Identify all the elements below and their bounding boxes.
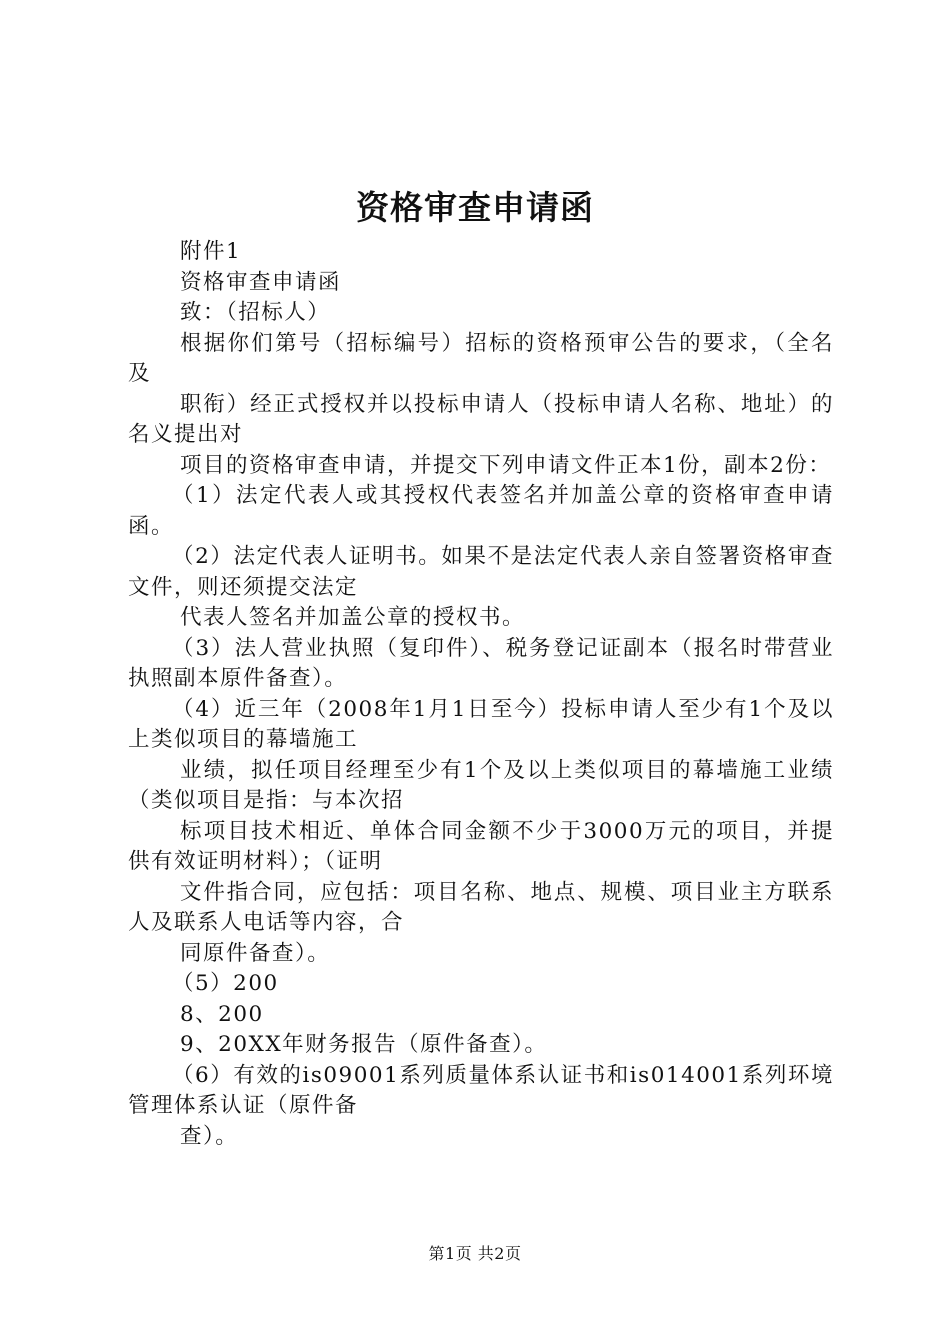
paragraph-item-1: （1）法定代表人或其授权代表签名并加盖公章的资格审查申请函。 xyxy=(128,483,834,539)
paragraph: 根据你们第号（招标编号）招标的资格预审公告的要求，（全名及 xyxy=(128,330,834,386)
paragraph-item-6: （6）有效的is09001系列质量体系认证书和is014001系列环境管理体系认证（原件备 xyxy=(128,1062,834,1118)
paragraph: 项目的资格审查申请，并提交下列申请文件正本1份，副本2份： xyxy=(180,452,832,478)
document-body xyxy=(128,237,834,1152)
paragraph: 8、200 xyxy=(180,1001,264,1027)
paragraph-attachment: 附件1 xyxy=(180,239,242,264)
paragraph-item-2: （2）法定代表人证明书。如果不是法定代表人亲自签署资格审查文件，则还须提交法定 xyxy=(128,544,834,600)
paragraph: 9、20XX年财务报告（原件备查）。 xyxy=(180,1032,548,1057)
document-title: 资格审查申请函 xyxy=(356,188,594,227)
paragraph: 同原件备查）。 xyxy=(180,940,331,966)
paragraph: 业绩，拟任项目经理至少有1个及以上类似项目的幕墙施工业绩（类似项目是指：与本次招 xyxy=(128,757,834,813)
paragraph-heading: 资格审查申请函 xyxy=(180,269,342,295)
paragraph-item-4: （4）近三年（2008年1月1日至今）投标申请人至少有1个及以上类似项目的幕墙施工 xyxy=(128,696,834,752)
paragraph: 标项目技术相近、单体合同金额不少于3000万元的项目，并提供有效证明材料）；（证明 xyxy=(128,818,834,874)
paragraph-addressee: 致：（招标人） xyxy=(180,300,331,325)
paragraph: 职衔）经正式授权并以投标申请人（投标申请人名称、地址）的名义提出对 xyxy=(128,391,834,447)
paragraph-item-3: （3）法人营业执照（复印件）、税务登记证副本（报名时带营业执照副本原件备查）。 xyxy=(128,635,834,691)
paragraph-item-5: （5）200 xyxy=(172,971,279,996)
paragraph: 查）。 xyxy=(180,1123,239,1149)
paragraph: 文件指合同，应包括：项目名称、地点、规模、项目业主方联系人及联系人电话等内容，合 xyxy=(128,879,834,935)
page-footer: 第1页 共2页 xyxy=(428,1244,522,1263)
paragraph: 代表人签名并加盖公章的授权书。 xyxy=(180,605,526,630)
